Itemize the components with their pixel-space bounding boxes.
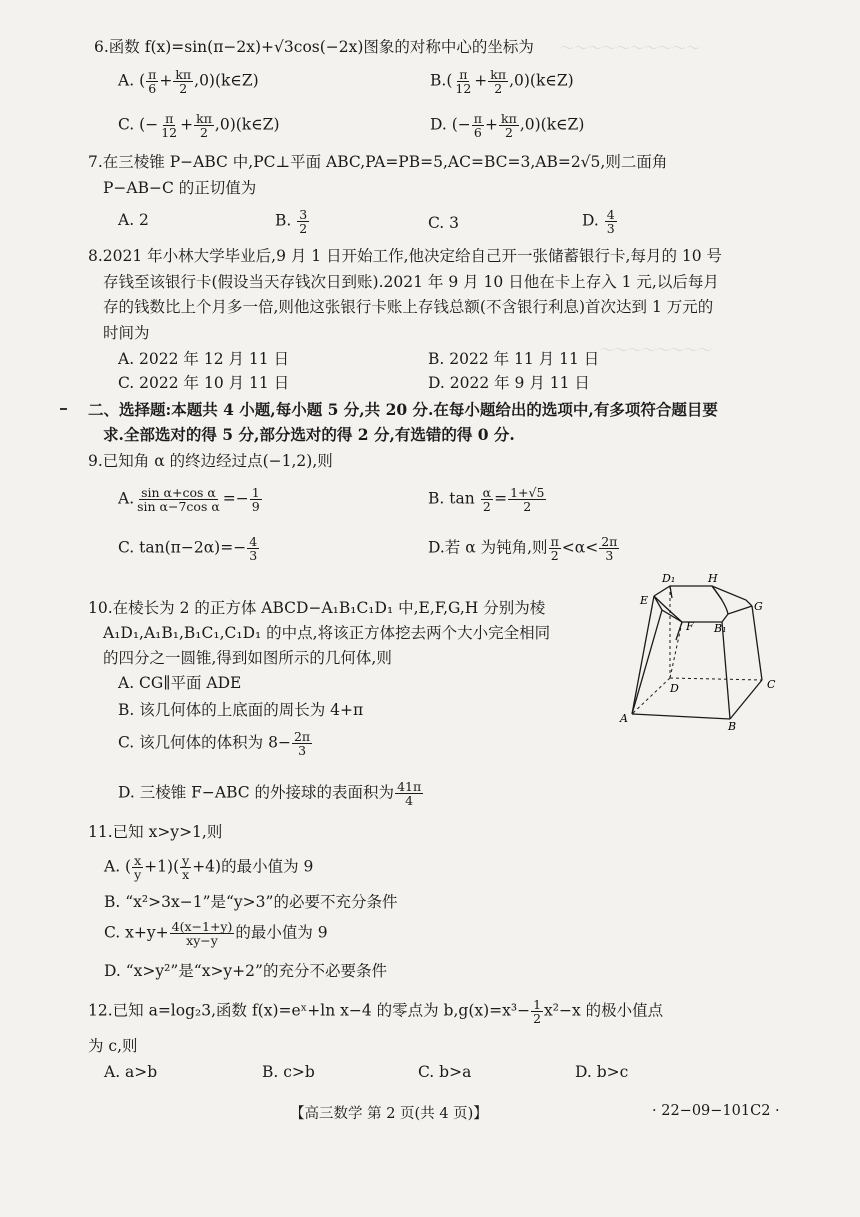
q11-stem: 11.已知 x>y>1,则 [88, 823, 223, 841]
q9-option-d: D.若 α 为钝角,则 $\frac{\pi}{2}$ <α< $\frac{2\pi}{3}$ [428, 534, 618, 563]
section-2-header: 二、选择题:本题共 4 小题,每小题 5 分,共 20 分.在每小题给出的选项中,有多项符合题目要 [88, 400, 718, 419]
bleed-through-text: ～～～～～～～～～～ [560, 41, 700, 57]
q12-option-c: C. b>a [418, 1063, 472, 1081]
q7-line-2: P−AB−C 的正切值为 [103, 179, 257, 197]
q8-option-a: A. 2022 年 12 月 11 日 [118, 350, 290, 368]
q8-line-3: 存的钱数比上个月多一倍,则他这张银行卡账上存钱总额(不含银行利息)首次达到 1 万元的 [103, 298, 714, 316]
label-c: C [767, 678, 776, 691]
q6-option-a: A. ( $\frac{\pi}{6}$ + $\frac{k\pi}{2}$ ,0)(k∈Z) [118, 67, 259, 96]
q12-option-d: D. b>c [575, 1063, 629, 1081]
q6-option-b: B.( $\frac{\pi}{12}$ + $\frac{k\pi}{2}$ ,0)(k∈Z) [430, 67, 574, 96]
q8-line-1: 8.2021 年小林大学毕业后,9 月 1 日开始工作,他决定给自己开一张储蓄银行卡,每月的 10 号 [88, 247, 723, 265]
q8-line-2: 存钱至该银行卡(假设当天存钱次日到账).2021 年 9 月 10 日他在卡上存入 1 元,以后每月 [103, 273, 719, 291]
q9-option-a: A. $\frac{\text{sin α+cos α}}{\text{sin α−7cos α}}$ =− $\frac{1}{9}$ [118, 485, 260, 514]
q11-option-c: C. x+y+ $\frac{4(x-1+y)}{xy-y}$ 的最小值为 9 [104, 919, 328, 948]
q8-option-c: C. 2022 年 10 月 11 日 [118, 374, 290, 392]
label-a: A [620, 712, 628, 725]
q8-option-d: D. 2022 年 9 月 11 日 [428, 374, 590, 392]
top-face-front [654, 596, 752, 622]
q10-option-a: A. CG∥平面 ADE [118, 674, 242, 692]
q12-option-b: B. c>b [262, 1063, 315, 1081]
q12-option-a: A. a>b [104, 1063, 158, 1081]
bleed-through-text: ～～～～～～～～ [600, 343, 712, 359]
q11-option-d: D. “x>y²”是“x>y+2”的充分不必要条件 [104, 962, 387, 980]
q12-line-2: 为 c,则 [88, 1037, 138, 1055]
q10-geometry-figure [612, 566, 788, 730]
section-2-header-cont: 求.全部选对的得 5 分,部分选对的得 2 分,有选错的得 0 分. [103, 425, 515, 444]
label-d1: D₁ [662, 572, 676, 585]
label-f: F [686, 620, 694, 633]
q9-stem: 9.已知角 α 的终边经过点(−1,2),则 [88, 452, 333, 470]
q7-option-b: B. $\frac{3}{2}$ [275, 207, 308, 236]
label-d: D [670, 682, 679, 695]
q7-option-d: D. $\frac{4}{3}$ [582, 207, 615, 236]
q10-line-3: 的四分之一圆锥,得到如图所示的几何体,则 [103, 649, 392, 667]
page-footer-title: 【高三数学 第 2 页(共 4 页)】 [290, 1106, 488, 1122]
q11-option-b: B. “x²>3x−1”是“y>3”的必要不充分条件 [104, 893, 398, 911]
q9-option-c: C. tan(π−2α)=− $\frac{4}{3}$ [118, 534, 258, 563]
q7-option-a: A. 2 [118, 211, 149, 229]
q8-option-b: B. 2022 年 11 月 11 日 [428, 350, 600, 368]
q10-option-d: D. 三棱锥 F−ABC 的外接球的表面积为 $\frac{41\pi}{4}$ [118, 779, 422, 808]
margin-mark [60, 408, 67, 410]
top-face-outline [654, 586, 752, 606]
label-e: E [640, 594, 649, 607]
q10-option-c: C. 该几何体的体积为 8− $\frac{2\pi}{3}$ [118, 729, 311, 758]
page-footer-code: · 22−09−101C2 · [652, 1103, 780, 1119]
q9-option-b: B. tan $\frac{\alpha}{2}$ = $\frac{1+√5}{2}$ [428, 485, 545, 514]
q11-option-a: A. ( $\frac{x}{y}$ +1)( $\frac{y}{x}$ +4)的最小值为 9 [104, 853, 314, 882]
q6-option-d: D. (− $\frac{\pi}{6}$ + $\frac{k\pi}{2}$ ,0)(k∈Z) [430, 111, 585, 140]
q10-option-b: B. 该几何体的上底面的周长为 4+π [118, 701, 364, 719]
q7-line-1: 7.在三棱锥 P−ABC 中,PC⊥平面 ABC,PA=PB=5,AC=BC=3,AB=2√5,则二面角 [88, 153, 668, 171]
q6-stem: 6.函数 f(x)=sin(π−2x)+√3cos(−2x)图象的对称中心的坐标为 [94, 38, 534, 56]
q6-option-c: C. (− $\frac{\pi}{12}$ + $\frac{k\pi}{2}$ ,0)(k∈Z) [118, 111, 280, 140]
q12-line-1: 12.已知 a=log₂3,函数 f(x)=eˣ+ln x−4 的零点为 b,g(x)=x³− $\frac{1}{2}$ x²−x 的极小值点 [88, 997, 664, 1026]
label-h: H [708, 572, 718, 585]
q7-option-c: C. 3 [428, 214, 460, 232]
label-b1: B₁ [714, 622, 727, 635]
q10-line-1: 10.在棱长为 2 的正方体 ABCD−A₁B₁C₁D₁ 中,E,F,G,H 分别为棱 [88, 599, 546, 617]
q10-line-2: A₁D₁,A₁B₁,B₁C₁,C₁D₁ 的中点,将该正方体挖去两个大小完全相同 [103, 624, 551, 642]
label-b: B [728, 720, 737, 730]
label-g: G [754, 600, 763, 613]
q8-line-4: 时间为 [103, 324, 150, 342]
